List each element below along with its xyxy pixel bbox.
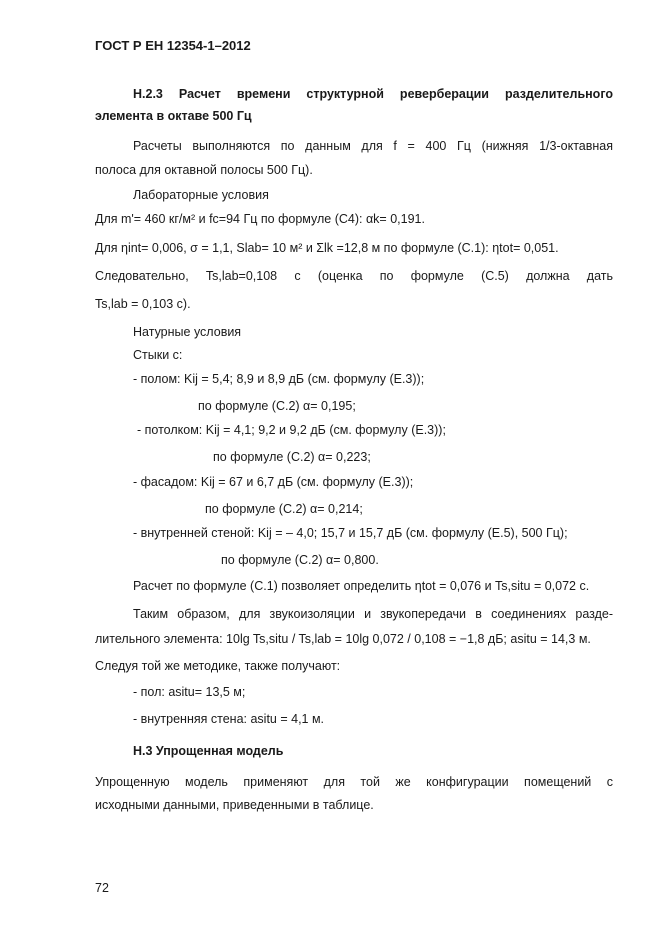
lab-line-3: Следовательно, Ts,lab=0,108 с (оценка по формуле (С.5) должна дать [95, 269, 613, 283]
calc-line: Расчет по формуле (С.1) позволяет определить ηtot = 0,076 и Ts,situ = 0,072 с. [133, 579, 590, 593]
inner-wall-result: - внутренняя стена: asitu = 4,1 м. [133, 712, 325, 726]
joint-ceiling-line: - потолком: Kij = 4,1; 9,2 и 9,2 дБ (см. формулу (E.3)); [137, 423, 446, 437]
lab-line-4: Ts,lab = 0,103 с). [95, 297, 191, 311]
joint-floor-line: - полом: Kij = 5,4; 8,9 и 8,9 дБ (см. формулу (E.3)); [133, 372, 425, 386]
joint-inner-wall-line: - внутренней стеной: Kij = – 4,0; 15,7 и 15,7 дБ (см. формулу (E.5), 500 Гц); [133, 526, 568, 540]
joint-facade-alpha: по формуле (С.2) α= 0,214; [205, 502, 363, 516]
subsection-title-field: Натурные условия [133, 325, 242, 339]
joints-title: Стыки с: [133, 348, 183, 362]
paragraph-line: полоса для октавной полосы 500 Гц). [95, 163, 313, 177]
joint-floor-alpha: по формуле (С.2) α= 0,195; [198, 399, 356, 413]
lab-line-1: Для m'= 460 кг/м² и fc=94 Гц по формуле (С4): αk= 0,191. [95, 212, 425, 226]
document-header: ГОСТ Р ЕН 12354-1–2012 [95, 38, 251, 53]
section-heading-h3: H.3 Упрощенная модель [133, 744, 284, 758]
section-heading-h23: H.2.3 Расчет времени структурной реверберации разделительного [133, 87, 613, 101]
paragraph-line: исходными данными, приведенными в таблице. [95, 798, 374, 812]
conclusion-line-2: лительного элемента: 10lg Ts,situ / Ts,lab = 10lg 0,072 / 0,108 = −1,8 дБ; asitu = 14,3 м. [95, 632, 591, 646]
joint-facade-line: - фасадом: Kij = 67 и 6,7 дБ (см. формулу (E.3)); [133, 475, 414, 489]
joint-inner-wall-alpha: по формуле (С.2) α= 0,800. [221, 553, 379, 567]
section-heading-h23-cont: элемента в октаве 500 Гц [95, 109, 252, 123]
conclusion-line-1: Таким образом, для звукоизоляции и звукопередачи в соединениях разде- [133, 607, 613, 621]
paragraph-line: Расчеты выполняются по данным для f = 400 Гц (нижняя 1/3-октавная [133, 139, 613, 153]
page-number: 72 [95, 881, 109, 895]
paragraph-line: Упрощенную модель применяют для той же конфигурации помещений с [95, 775, 613, 789]
joint-ceiling-alpha: по формуле (С.2) α= 0,223; [213, 450, 371, 464]
same-method-line: Следуя той же методике, также получают: [95, 659, 341, 673]
lab-line-2: Для ηint= 0,006, σ = 1,1, Slab= 10 м² и Σlk =12,8 м по формуле (С.1): ηtot= 0,051. [95, 241, 559, 255]
subsection-title-lab: Лабораторные условия [133, 188, 269, 202]
floor-result: - пол: asitu= 13,5 м; [133, 685, 246, 699]
